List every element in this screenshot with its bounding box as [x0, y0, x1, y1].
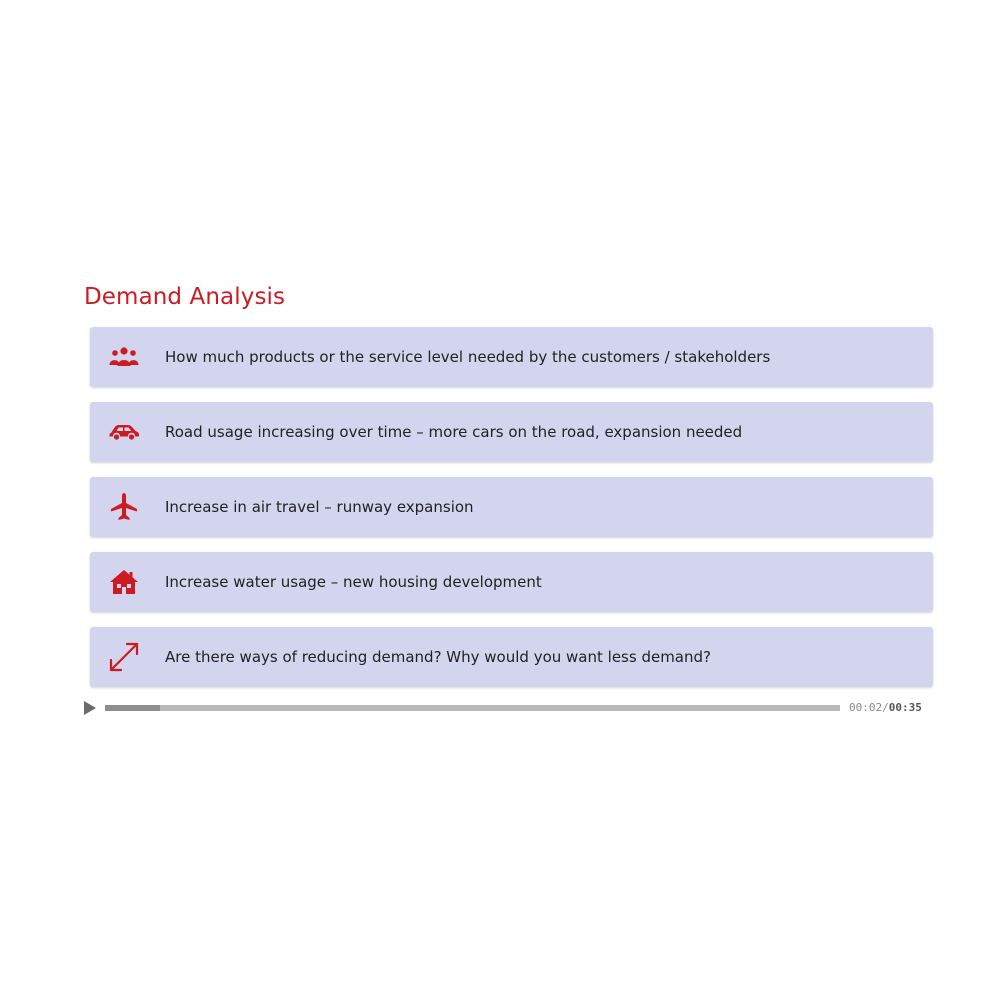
play-button[interactable]	[82, 700, 98, 716]
airplane-icon	[107, 490, 141, 524]
list-item	[90, 627, 933, 687]
list-item	[90, 402, 933, 462]
play-icon	[82, 700, 98, 716]
time-readout	[849, 700, 922, 716]
time-separator: /	[882, 701, 889, 714]
demand-list	[90, 327, 933, 702]
list-item-text: Increase water usage – new housing development	[165, 573, 542, 591]
page-title: Demand Analysis	[84, 284, 286, 310]
people-group-icon	[107, 340, 141, 374]
progress-fill	[105, 705, 160, 711]
media-player	[82, 698, 932, 718]
list-item-text: Road usage increasing over time – more cars on the road, expansion needed	[165, 423, 743, 441]
list-item-text: How much products or the service level needed by the customers / stakeholders	[165, 348, 771, 366]
list-item	[90, 327, 933, 387]
total-time: 00:35	[888, 701, 922, 714]
car-icon	[107, 415, 141, 449]
house-icon	[107, 565, 141, 599]
diagonal-arrows-icon	[107, 640, 141, 674]
list-item	[90, 477, 933, 537]
current-time: 00:02	[849, 701, 883, 714]
list-item	[90, 552, 933, 612]
list-item-text: Increase in air travel – runway expansion	[165, 498, 474, 516]
progress-bar[interactable]	[105, 705, 840, 711]
list-item-text: Are there ways of reducing demand? Why would you want less demand?	[165, 648, 711, 666]
